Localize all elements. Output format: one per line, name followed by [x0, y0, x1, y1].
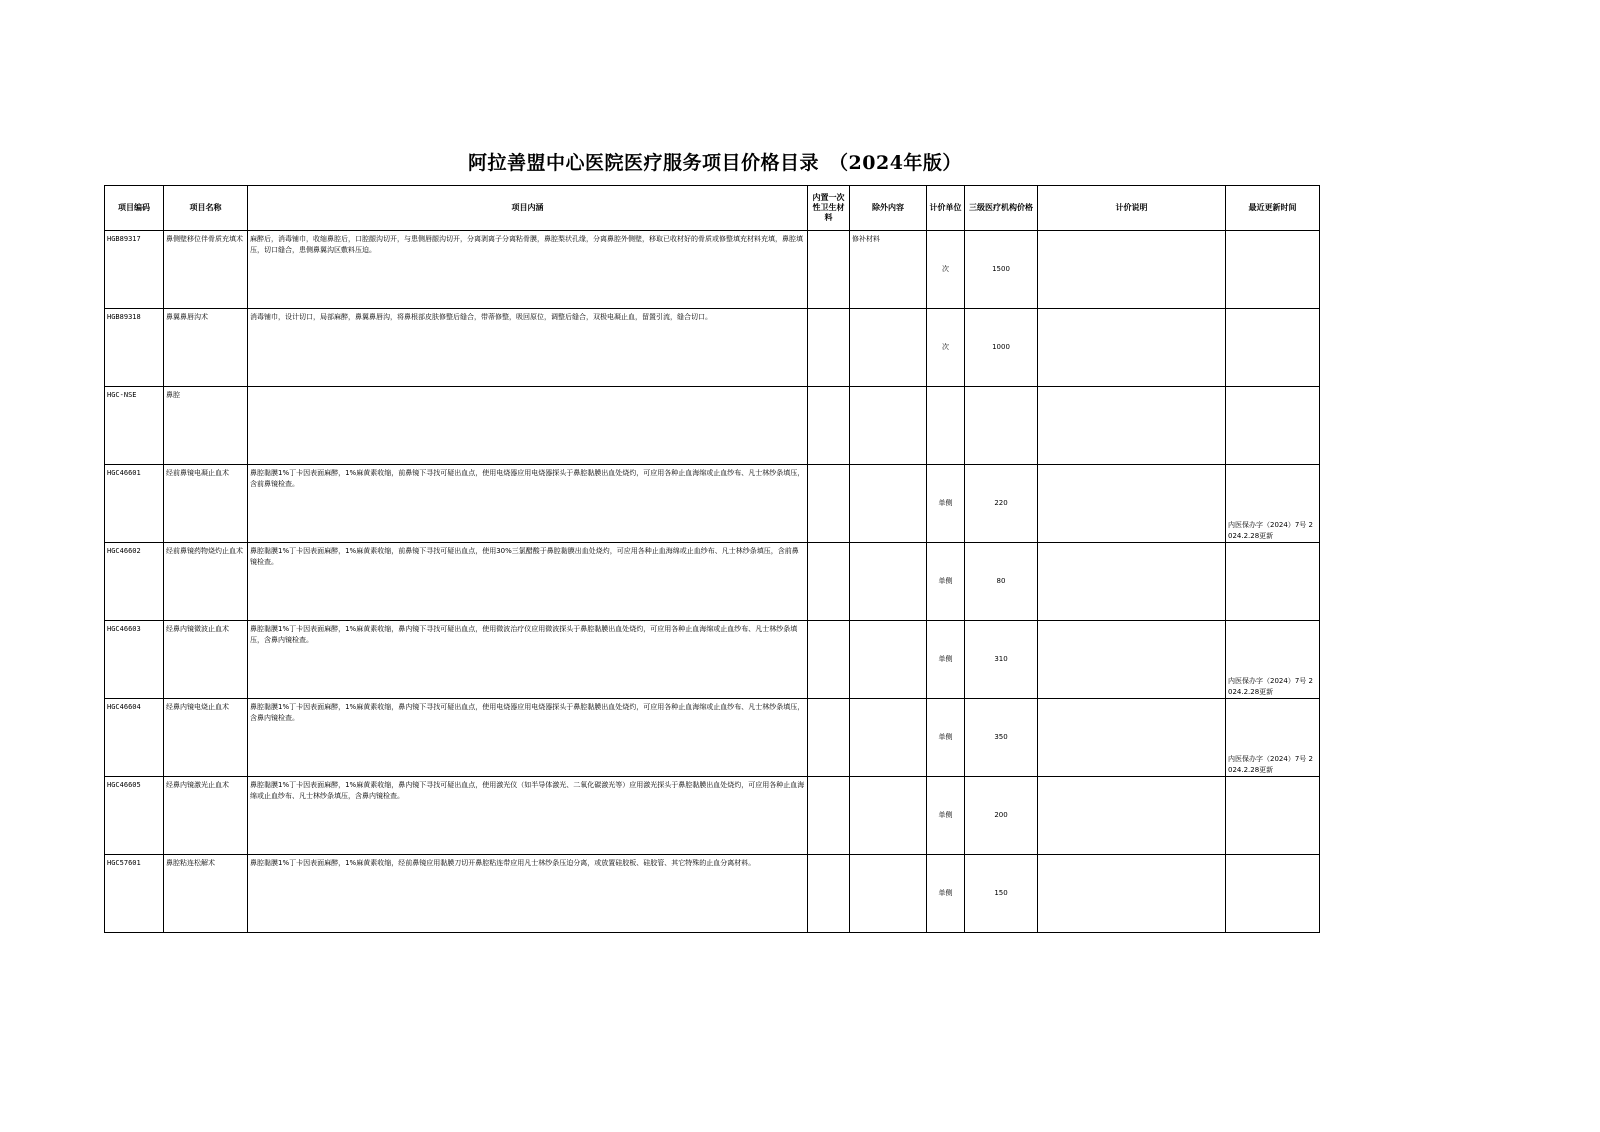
cell-updated [1226, 543, 1320, 621]
cell-content: 鼻腔黏膜1%丁卡因表面麻醉，1%麻黄素收缩，经前鼻镜应用黏膜刀切开鼻腔粘连带应用凡士林纱条压迫分离，或放置硅胶板、硅胶管、其它特殊的止血分离材料。 [248, 855, 808, 933]
cell-code: HGB89317 [105, 231, 164, 309]
header-excluded: 除外内容 [850, 186, 927, 231]
cell-name: 鼻腔粘连松解术 [164, 855, 248, 933]
cell-price: 150 [965, 855, 1038, 933]
cell-code: HGC46604 [105, 699, 164, 777]
cell-price: 310 [965, 621, 1038, 699]
cell-content: 鼻腔黏膜1%丁卡因表面麻醉，1%麻黄素收缩，鼻内镜下寻找可疑出血点，使用电烧器应用电烧器探头于鼻腔黏膜出血处烧灼，可应用各种止血海绵或止血纱布、凡士林纱条填压，含鼻内镜检查。 [248, 699, 808, 777]
cell-unit: 单侧 [927, 543, 965, 621]
table-row [105, 855, 1320, 933]
cell-unit [927, 387, 965, 465]
cell-price: 350 [965, 699, 1038, 777]
cell-excluded [850, 777, 927, 855]
header-code: 项目编码 [105, 186, 164, 231]
header-material: 内置一次性卫生材料 [808, 186, 850, 231]
cell-updated [1226, 387, 1320, 465]
table-row [105, 543, 1320, 621]
cell-name: 经前鼻镜药物烧灼止血术 [164, 543, 248, 621]
cell-updated [1226, 309, 1320, 387]
cell-excluded [850, 309, 927, 387]
cell-content: 鼻腔黏膜1%丁卡因表面麻醉，1%麻黄素收缩，鼻内镜下寻找可疑出血点，使用激光仪（如半导体激光、二氧化碳激光等）应用激光探头于鼻腔黏膜出血处烧灼，可应用各种止血海绵或止血纱布、凡士林纱条填压，含鼻内镜检查。 [248, 777, 808, 855]
cell-desc [1038, 309, 1226, 387]
cell-material [808, 387, 850, 465]
cell-desc [1038, 543, 1226, 621]
cell-unit: 次 [927, 231, 965, 309]
cell-code: HGC46603 [105, 621, 164, 699]
cell-content: 鼻腔黏膜1%丁卡因表面麻醉，1%麻黄素收缩，鼻内镜下寻找可疑出血点，使用微波治疗仪应用微波探头于鼻腔黏膜出血处烧灼，可应用各种止血海绵或止血纱布、凡士林纱条填压，含鼻内镜检查。 [248, 621, 808, 699]
cell-material [808, 621, 850, 699]
cell-unit: 单侧 [927, 777, 965, 855]
cell-excluded [850, 465, 927, 543]
cell-name: 经前鼻镜电凝止血术 [164, 465, 248, 543]
cell-desc [1038, 777, 1226, 855]
cell-content: 鼻腔黏膜1%丁卡因表面麻醉，1%麻黄素收缩，前鼻镜下寻找可疑出血点，使用电烧器应用电烧器探头于鼻腔黏膜出血处烧灼，可应用各种止血海绵或止血纱布、凡士林纱条填压，含前鼻镜检查。 [248, 465, 808, 543]
cell-material [808, 699, 850, 777]
cell-name: 经鼻内镜微波止血术 [164, 621, 248, 699]
table-row [105, 387, 1320, 465]
cell-material [808, 777, 850, 855]
cell-excluded: 修补材料 [850, 231, 927, 309]
cell-desc [1038, 231, 1226, 309]
cell-desc [1038, 465, 1226, 543]
cell-price [965, 387, 1038, 465]
header-content: 项目内涵 [248, 186, 808, 231]
table-row [105, 621, 1320, 699]
cell-content: 鼻腔黏膜1%丁卡因表面麻醉，1%麻黄素收缩，前鼻镜下寻找可疑出血点，使用30%三氯醋酸于鼻腔黏膜出血处烧灼，可应用各种止血海绵或止血纱布、凡士林纱条填压，含前鼻镜检查。 [248, 543, 808, 621]
cell-name: 鼻翼鼻唇沟术 [164, 309, 248, 387]
cell-price: 1500 [965, 231, 1038, 309]
cell-desc [1038, 699, 1226, 777]
cell-name: 经鼻内镜激光止血术 [164, 777, 248, 855]
table-row [105, 309, 1320, 387]
cell-code: HGC46601 [105, 465, 164, 543]
cell-name: 经鼻内镜电烧止血术 [164, 699, 248, 777]
cell-material [808, 543, 850, 621]
price-table [104, 185, 1320, 933]
cell-name: 鼻腔 [164, 387, 248, 465]
cell-code: HGB89318 [105, 309, 164, 387]
cell-content [248, 387, 808, 465]
cell-name: 鼻侧壁移位伴骨质充填术 [164, 231, 248, 309]
cell-updated [1226, 855, 1320, 933]
cell-unit: 单侧 [927, 465, 965, 543]
cell-content: 麻醉后，消毒铺巾，收缩鼻腔后，口腔龈沟切开，与患侧唇龈沟切开，分离剥离子分离粘骨膜，鼻腔梨状孔缘，分离鼻腔外侧壁，移取已收材好的骨质或修整填充材料充填，鼻腔填压，切口缝合，患侧鼻翼沟区敷料压迫。 [248, 231, 808, 309]
table-row [105, 465, 1320, 543]
table-header-row [105, 186, 1320, 231]
cell-price: 220 [965, 465, 1038, 543]
cell-price: 1000 [965, 309, 1038, 387]
table-row [105, 231, 1320, 309]
cell-price: 200 [965, 777, 1038, 855]
cell-price: 80 [965, 543, 1038, 621]
cell-updated: 内医保办字（2024）7号 2024.2.28更新 [1226, 465, 1320, 543]
cell-material [808, 465, 850, 543]
cell-desc [1038, 621, 1226, 699]
cell-excluded [850, 855, 927, 933]
cell-material [808, 855, 850, 933]
cell-excluded [850, 543, 927, 621]
cell-updated [1226, 777, 1320, 855]
cell-updated: 内医保办字（2024）7号 2024.2.28更新 [1226, 699, 1320, 777]
header-updated: 最近更新时间 [1226, 186, 1320, 231]
cell-excluded [850, 387, 927, 465]
cell-unit: 单侧 [927, 699, 965, 777]
header-desc: 计价说明 [1038, 186, 1226, 231]
cell-code: HGC-NSE [105, 387, 164, 465]
cell-unit: 次 [927, 309, 965, 387]
cell-updated: 内医保办字（2024）7号 2024.2.28更新 [1226, 621, 1320, 699]
cell-desc [1038, 387, 1226, 465]
cell-code: HGC46605 [105, 777, 164, 855]
table-row [105, 699, 1320, 777]
page-title: 阿拉善盟中心医院医疗服务项目价格目录 （2024年版） [468, 152, 962, 174]
header-name: 项目名称 [164, 186, 248, 231]
header-price: 三级医疗机构价格 [965, 186, 1038, 231]
cell-excluded [850, 699, 927, 777]
cell-material [808, 309, 850, 387]
cell-updated [1226, 231, 1320, 309]
cell-excluded [850, 621, 927, 699]
cell-code: HGC57601 [105, 855, 164, 933]
cell-unit: 单侧 [927, 621, 965, 699]
cell-unit: 单侧 [927, 855, 965, 933]
cell-desc [1038, 855, 1226, 933]
cell-code: HGC46602 [105, 543, 164, 621]
cell-material [808, 231, 850, 309]
table-row [105, 777, 1320, 855]
cell-content: 消毒铺巾，设计切口，局部麻醉，鼻翼鼻唇沟，将鼻根部皮肤修整后缝合，带蒂修整，吸回原位，调整后缝合，双极电凝止血，留置引流，缝合切口。 [248, 309, 808, 387]
header-unit: 计价单位 [927, 186, 965, 231]
